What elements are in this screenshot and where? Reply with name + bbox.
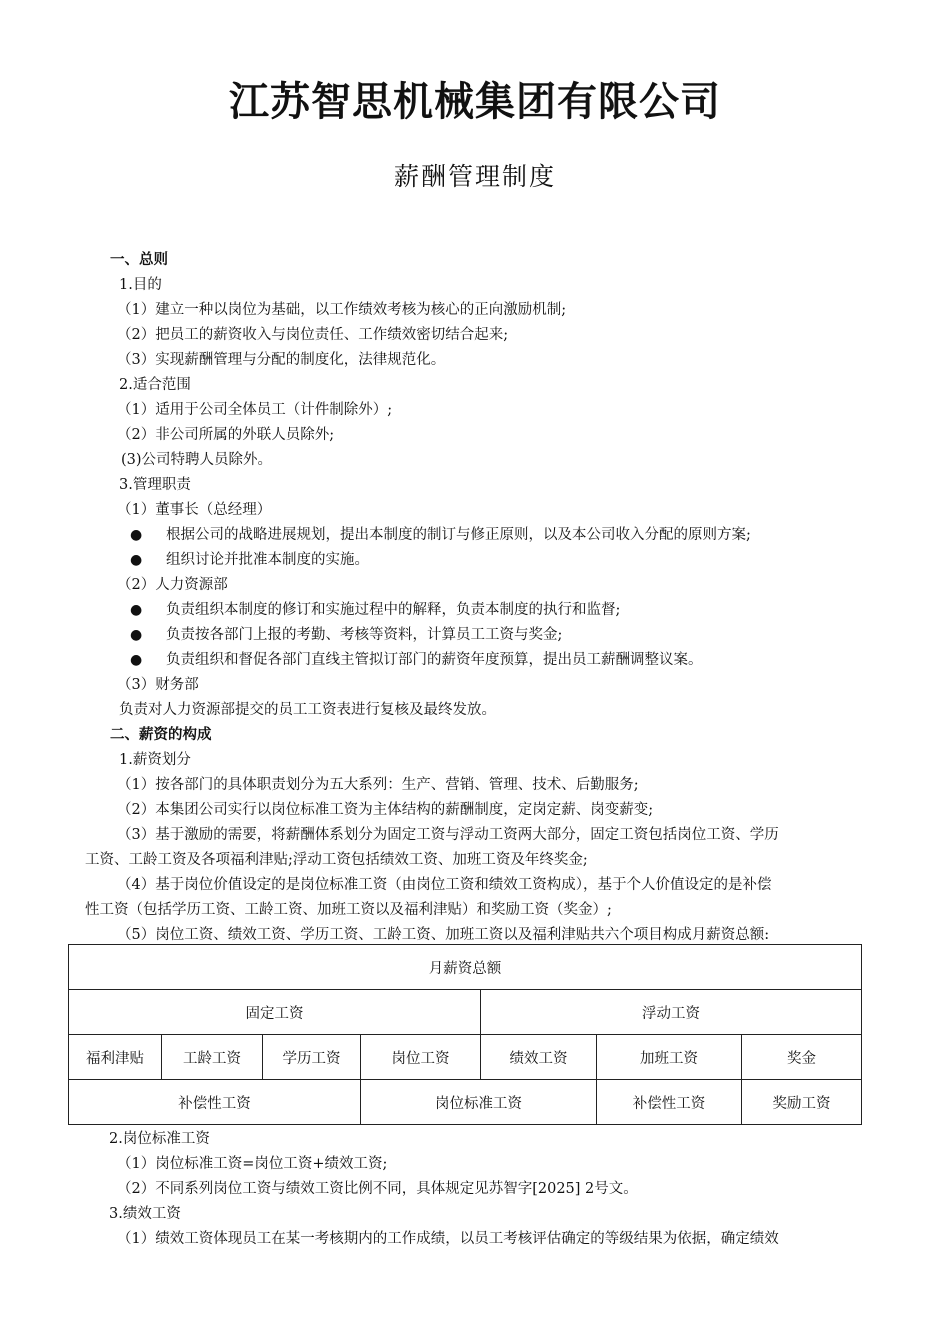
paragraph-line: 工资、工龄工资及各项福利津贴;浮动工资包括绩效工资、加班工资及年终奖金; (85, 852, 588, 868)
list-item: （2）本集团公司实行以岗位标准工资为主体结构的薪酬制度，定岗定薪、岗变薪变; (117, 802, 654, 818)
list-item: （1）按各部门的具体职责划分为五大系列：生产、营销、管理、技术、后勤服务; (117, 777, 639, 793)
subsection-heading: 1.薪资划分 (119, 752, 191, 768)
paragraph-line: （4）基于岗位价值设定的是岗位标准工资（由岗位工资和绩效工资构成），基于个人价值设定的是补偿 (117, 877, 772, 893)
bullet-icon: ● (130, 602, 143, 618)
list-item: （2）人力资源部 (117, 577, 228, 593)
bullet-item: ● 负责组织本制度的修订和实施过程中的解释，负责本制度的执行和监督; (85, 598, 880, 623)
table-cell: 补偿性工资 (69, 1080, 361, 1125)
paragraph-line: （5）岗位工资、绩效工资、学历工资、工龄工资、加班工资以及福利津贴共六个项目构成月薪资总额: (117, 927, 770, 943)
table-cell: 加班工资 (597, 1035, 742, 1080)
table-cell-floating: 浮动工资 (481, 990, 862, 1035)
bullet-item: ● 组织讨论并批准本制度的实施。 (85, 548, 880, 573)
subsection-heading: 3.管理职责 (119, 477, 191, 493)
table-cell: 奖金 (742, 1035, 862, 1080)
list-item: （1）建立一种以岗位为基础，以工作绩效考核为核心的正向激励机制; (117, 302, 567, 318)
section-heading: 一、总则 (110, 252, 168, 268)
document-body (85, 248, 880, 948)
table-cell: 绩效工资 (481, 1035, 597, 1080)
bullet-item: ● 负责组织和督促各部门直线主管拟订部门的薪资年度预算，提出员工薪酬调整议案。 (85, 648, 880, 673)
paragraph-line: 性工资（包括学历工资、工龄工资、加班工资以及福利津贴）和奖励工资（奖金）; (85, 902, 612, 918)
subsection-heading: 2.适合范围 (119, 377, 191, 393)
table-cell-total: 月薪资总额 (69, 945, 862, 990)
list-item: （2）不同系列岗位工资与绩效工资比例不同，具体规定见苏智字[2025] 2号文。 (117, 1181, 638, 1197)
list-item: （1）岗位标准工资=岗位工资+绩效工资; (117, 1156, 388, 1172)
subsection-heading: 1.目的 (119, 277, 162, 293)
subsection-heading: 3.绩效工资 (109, 1206, 181, 1222)
table-cell: 岗位工资 (361, 1035, 481, 1080)
paragraph: 负责对人力资源部提交的员工工资表进行复核及最终发放。 (119, 702, 496, 718)
table-cell: 岗位标准工资 (361, 1080, 597, 1125)
list-item: （2）把员工的薪资收入与岗位责任、工作绩效密切结合起来; (117, 327, 509, 343)
bullet-item: ● 根据公司的战略进展规划，提出本制度的制订与修正原则，以及本公司收入分配的原则方案; (85, 523, 880, 548)
bullet-icon: ● (130, 652, 143, 668)
list-item: （1）绩效工资体现员工在某一考核期内的工作成绩，以员工考核评估确定的等级结果为依据，确定绩效 (117, 1231, 779, 1247)
table-row (69, 1035, 862, 1080)
table-row (69, 945, 862, 990)
bullet-icon: ● (130, 627, 143, 643)
company-name: 江苏智思机械集团有限公司 (229, 79, 721, 125)
table-cell: 福利津贴 (69, 1035, 162, 1080)
table-cell: 学历工资 (263, 1035, 361, 1080)
table-cell: 补偿性工资 (597, 1080, 742, 1125)
list-item: （3）实现薪酬管理与分配的制度化，法律规范化。 (117, 352, 446, 368)
bullet-icon: ● (130, 527, 143, 543)
list-item: （2）非公司所属的外联人员除外; (117, 427, 335, 443)
bullet-icon: ● (130, 552, 143, 568)
list-item: （3）财务部 (117, 677, 199, 693)
paragraph-line: （3）基于激励的需要，将薪酬体系划分为固定工资与浮动工资两大部分，固定工资包括岗位工资、学历 (117, 827, 779, 843)
salary-structure-table (68, 944, 862, 1125)
bullet-item: ● 负责按各部门上报的考勤、考核等资料，计算员工工资与奖金; (85, 623, 880, 648)
table-cell-fixed: 固定工资 (69, 990, 481, 1035)
list-item: （1）适用于公司全体员工（计件制除外）; (117, 402, 393, 418)
table-cell: 奖励工资 (742, 1080, 862, 1125)
table-cell: 工龄工资 (162, 1035, 263, 1080)
section-heading: 二、薪资的构成 (110, 727, 212, 743)
list-item: (3)公司特聘人员除外。 (121, 452, 273, 468)
document-body-continued (85, 1127, 880, 1252)
table-row (69, 990, 862, 1035)
list-item: （1）董事长（总经理） (117, 502, 272, 518)
subsection-heading: 2.岗位标准工资 (109, 1131, 210, 1147)
document-title: 薪酬管理制度 (393, 162, 556, 191)
table-row (69, 1080, 862, 1125)
